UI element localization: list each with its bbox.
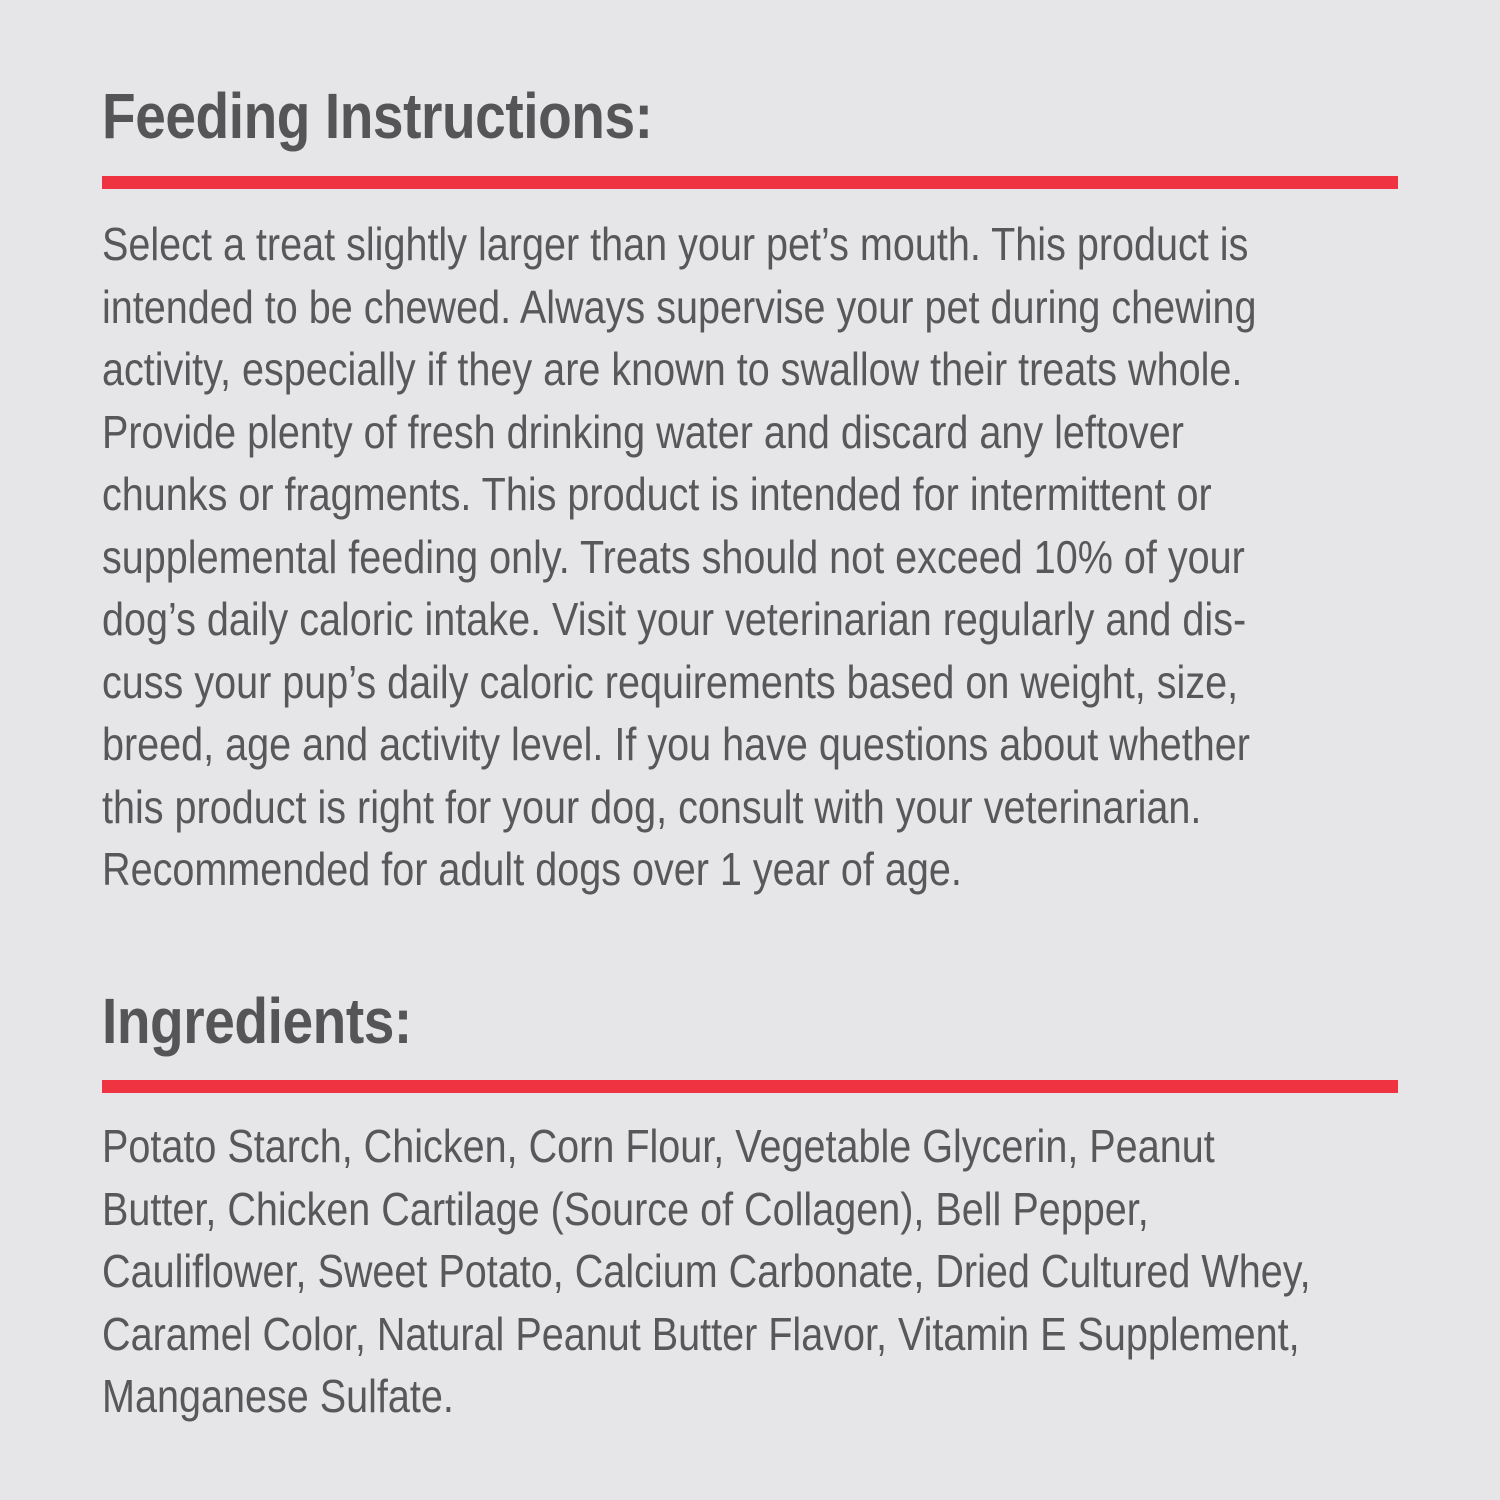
text-line: cuss your pup’s daily caloric requirements based on weight, size, — [102, 655, 1239, 708]
text-line: supplemental feeding only. Treats should not exceed 10% of your — [102, 530, 1245, 583]
ingredients-heading: Ingredients: — [102, 985, 412, 1057]
text-line: Provide plenty of fresh drinking water and discard any leftover — [102, 405, 1184, 458]
text-line: this product is right for your dog, consult with your veterinarian. — [102, 780, 1202, 833]
text-line: Cauliflower, Sweet Potato, Calcium Carbonate, Dried Cultured Whey, — [102, 1245, 1311, 1297]
text-line: Select a treat slightly larger than your pet’s mouth. This product is — [102, 218, 1249, 270]
text-line: Recommended for adult dogs over 1 year of age. — [102, 843, 962, 895]
text-line: breed, age and activity level. If you have questions about whether — [102, 718, 1250, 770]
text-line: chunks or fragments. This product is intended for intermittent or — [102, 468, 1212, 520]
text-line: activity, especially if they are known to swallow their treats whole. — [102, 343, 1243, 395]
ingredients-text — [102, 1115, 1409, 1428]
feeding-divider — [102, 176, 1398, 189]
text-line: Potato Starch, Chicken, Corn Flour, Vegetable Glycerin, Peanut — [102, 1120, 1215, 1172]
text-line: intended to be chewed. Always supervise your pet during chewing — [102, 280, 1257, 333]
feeding-instructions-heading: Feeding Instructions: — [102, 80, 653, 152]
text-line: Manganese Sulfate. — [102, 1370, 454, 1422]
feeding-instructions-section — [102, 78, 1398, 895]
product-info-panel — [102, 0, 1398, 1500]
ingredients-divider — [102, 1080, 1398, 1093]
ingredients-section — [102, 983, 1398, 1422]
feeding-instructions-text — [102, 213, 1409, 901]
text-line: Caramel Color, Natural Peanut Butter Flavor, Vitamin E Supplement, — [102, 1307, 1300, 1360]
text-line: dog’s daily caloric intake. Visit your veterinarian regularly and dis- — [102, 593, 1247, 645]
text-line: Butter, Chicken Cartilage (Source of Collagen), Bell Pepper, — [102, 1182, 1149, 1235]
